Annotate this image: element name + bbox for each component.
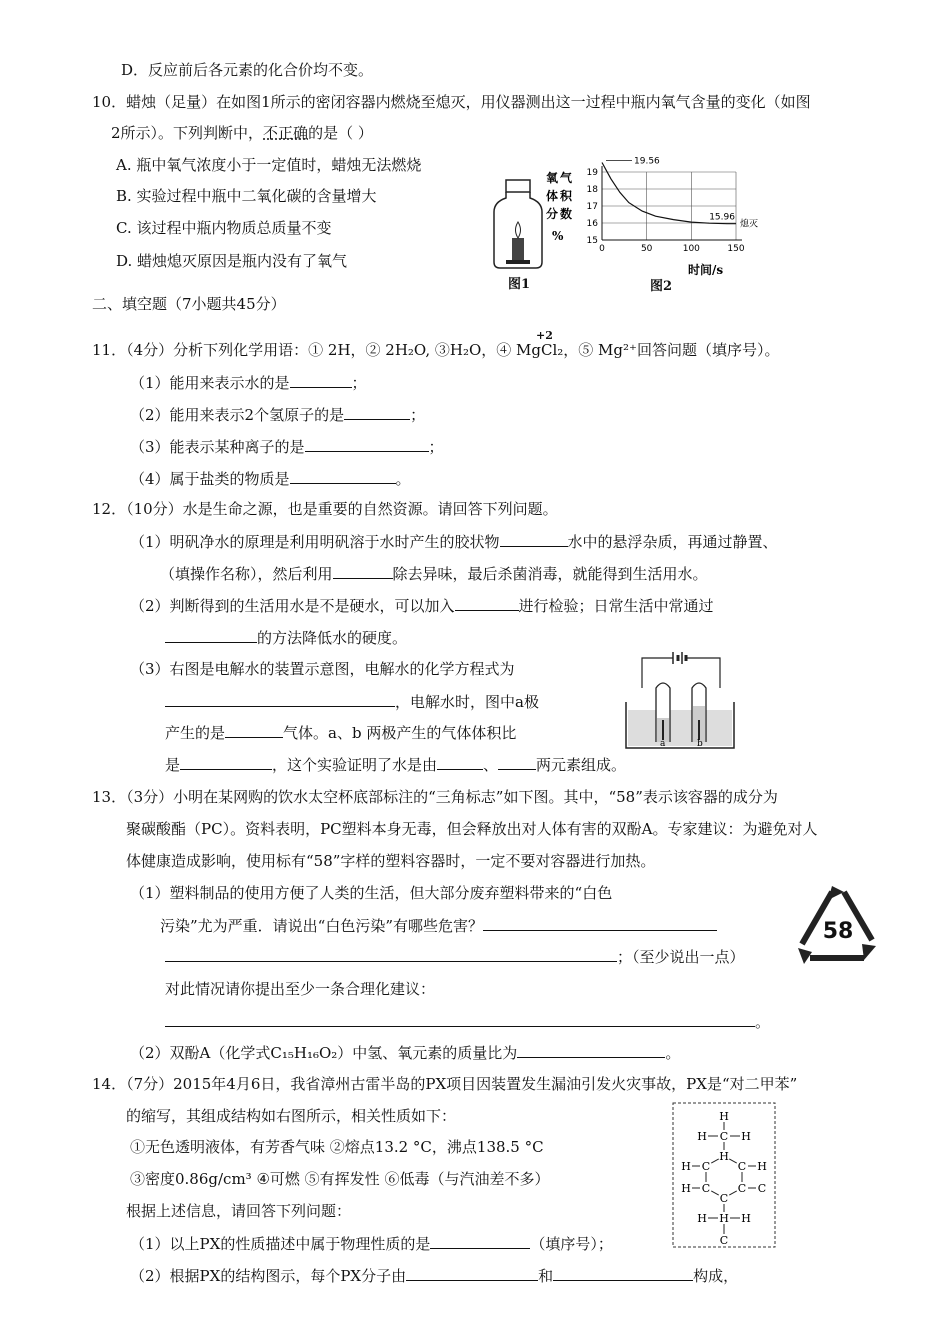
candle (512, 238, 524, 262)
y-axis-label-char: 积 (560, 189, 573, 203)
px-properties-1: ①无色透明液体，有芳香气味 ②熔点13.2 °C，沸点138.5 °C (130, 1138, 544, 1156)
y-axis-label-char: 分 (546, 207, 559, 221)
q14-text: 和 (538, 1267, 554, 1285)
answer-blank[interactable] (165, 627, 257, 643)
q12-text: ，电解水时，图中a极 (395, 693, 539, 711)
answer-blank[interactable] (165, 1011, 755, 1027)
x-tick-label: 0 (599, 244, 605, 254)
q10-text-a: 2所示）。下列判断中， (111, 124, 264, 142)
option-q10-b: B. 实验过程中瓶中二氧化碳的含量增大 (116, 187, 377, 205)
oxidation-state-mark: +2 (536, 329, 553, 342)
electrode-b-label: b (697, 739, 703, 749)
px-atom: H (681, 1160, 691, 1173)
q12-text: 水中的悬浮杂质，再通过静置、 (567, 533, 778, 551)
answer-blank[interactable] (437, 754, 483, 770)
q13-sub1-line4: 对此情况请你提出至少一条合理化建议： (165, 980, 436, 998)
electrolysis-apparatus (620, 648, 740, 756)
q12-sub3-line3 (165, 722, 516, 743)
q12-text: （填操作名称），然后利用 (160, 565, 333, 583)
recycle-58-icon (792, 882, 884, 972)
question-10-line1: 10．蜡烛（足量）在如图1所示的密闭容器内燃烧至熄灭，用仪器测出这一过程中瓶内氧气含量的变化（如图 (92, 93, 811, 111)
figure1-caption: 图1 (508, 277, 531, 292)
px-atom: C (737, 1182, 747, 1195)
q12-sub1-line2 (160, 563, 708, 584)
px-atom: H (719, 1110, 729, 1123)
q13-sub1-line2 (160, 915, 717, 936)
question-11-head: 11．（4分）分析下列化学用语：① 2H，② 2H₂O, ③H₂O，④ MgCl₂，⑤ Mg²⁺回答问题（填序号）。 (92, 341, 780, 359)
answer-blank[interactable] (500, 531, 568, 547)
px-properties-2: ③密度0.86g/cm³ ④可燃 ⑤有挥发性 ⑥低毒（与汽油差不多） (130, 1170, 550, 1188)
q11-sub3-text: （3）能表示某种离子的是 (130, 438, 305, 456)
answer-blank[interactable] (483, 915, 717, 931)
px-atom: H (741, 1130, 751, 1143)
q13-sub1-line1: （1）塑料制品的使用方便了人类的生活，但大部分废弃塑料带来的“白色 (130, 884, 613, 902)
y-tick-label: 16 (586, 219, 598, 229)
px-atom: C (701, 1160, 711, 1173)
answer-blank[interactable] (455, 595, 519, 611)
y-tick-label: 17 (586, 202, 598, 212)
figure1-bottle-candle (488, 176, 548, 276)
px-bond (729, 1159, 737, 1163)
y-axis-label-char: 数 (560, 207, 573, 221)
answer-blank[interactable] (406, 1265, 538, 1281)
px-atom: H (741, 1212, 751, 1225)
q14-text: 构成， (693, 1267, 739, 1285)
option-q10-a: A. 瓶中氧气浓度小于一定值时，蜡烛无法燃烧 (116, 156, 422, 174)
px-atom: H (757, 1160, 767, 1173)
q11-sub1-text: （1）能用来表示水的是 (130, 374, 290, 392)
answer-blank[interactable] (344, 404, 410, 420)
q11-sub2-text: （2）能用来表示2个氢原子的是 (130, 406, 345, 424)
q12-sub3-line1: （3）右图是电解水的装置示意图，电解水的化学方程式为 (130, 660, 515, 678)
px-atom: H (697, 1130, 707, 1143)
answer-blank[interactable] (225, 722, 283, 738)
q12-text: 产生的是 (165, 724, 226, 742)
q11-sub4: （4）属于盐类的物质是 。 (130, 470, 411, 488)
x-tick-label: 50 (640, 244, 653, 254)
y-tick-label: 15 (586, 236, 598, 246)
q12-sub3-line2 (165, 691, 539, 712)
q10-emphasis: 不正确 (263, 124, 309, 142)
recycle-number: 58 (822, 919, 854, 944)
annotation-extinguish: 熄灭 (740, 219, 759, 230)
candle-base (506, 260, 530, 264)
q14-sub2 (130, 1265, 738, 1286)
candle-flame (516, 222, 521, 238)
px-bond (711, 1191, 719, 1195)
y-tick-label: 19 (586, 168, 598, 178)
answer-blank[interactable] (553, 1265, 693, 1281)
q13-sub1-line3 (165, 946, 745, 967)
q12-text: 的方法降低水的硬度。 (257, 629, 408, 647)
px-atom: C (757, 1182, 767, 1195)
annotation-start-value: 19.56 (634, 156, 660, 167)
answer-blank[interactable] (165, 946, 617, 962)
question-13-line3: 体健康造成影响，使用标有“58”字样的塑料容器时，一定不要对容器进行加热。 (126, 852, 656, 870)
y-axis-label-char: % (552, 229, 564, 243)
px-bond (711, 1159, 719, 1163)
question-12-head: 12．（10分）水是生命之源，也是重要的自然资源。请回答下列问题。 (92, 500, 558, 518)
q11-sub1: （1）能用来表示水的是 ； (130, 374, 367, 392)
q12-text: 进行检验；日常生活中常通过 (518, 597, 714, 615)
q11-sub3: （3）能表示某种离子的是 ； (130, 438, 444, 456)
figure2-caption: 图2 (650, 279, 673, 294)
question-13-line1: 13．（3分）小明在某网购的饮水太空杯底部标注的“三角标志”如下图。其中，“58”表示该容器的成分为 (92, 788, 778, 806)
electrode-a-label: a (660, 739, 666, 749)
q12-text: 除去异味，最后杀菌消毒，就能得到生活用水。 (392, 565, 708, 583)
q14-text: （1）以上PX的性质描述中属于物理性质的是 (130, 1235, 431, 1253)
answer-blank[interactable] (305, 436, 429, 452)
px-atom: H (719, 1212, 729, 1225)
question-14-line2: 的缩写，其组成结构如右图所示，相关性质如下： (126, 1107, 457, 1125)
answer-blank[interactable] (180, 754, 272, 770)
figure2-oxygen-chart (540, 156, 768, 292)
answer-blank[interactable] (290, 372, 352, 388)
q14-text: （2）根据PX的结构图示，每个PX分子由 (130, 1267, 407, 1285)
q14-sub1 (130, 1233, 613, 1254)
q12-sub3-line4: 是 ，这个实验证明了水是由 、 两元素组成。 (165, 756, 627, 774)
q12-text: 气体。a、b 两极产生的气体体积比 (283, 724, 517, 742)
q12-text: （1）明矾净水的原理是利用明矾溶于水时产生的胶状物 (130, 533, 500, 551)
px-atom: C (719, 1234, 729, 1247)
q12-text: 两元素组成。 (536, 756, 627, 774)
y-tick-label: 18 (586, 185, 598, 195)
x-axis-label: 时间/s (688, 263, 724, 277)
answer-blank[interactable] (517, 1042, 665, 1058)
q10-text-c: 的是（ ） (308, 124, 373, 142)
q12-text: （2）判断得到的生活用水是不是硬水，可以加入 (130, 597, 455, 615)
answer-blank[interactable] (430, 1233, 530, 1249)
question-13-line2: 聚碳酸酯（PC）。资料表明，PC塑料本身无毒，但会释放出对人体有害的双酚A。专家建议：为避免对人 (126, 820, 818, 838)
q12-sub2-line2 (165, 627, 407, 648)
answer-blank[interactable] (498, 754, 536, 770)
q12-sub1-line1 (130, 531, 778, 552)
px-atom: C (701, 1182, 711, 1195)
y-axis-label-char: 气 (560, 171, 573, 185)
q12-text: 是 (165, 756, 181, 774)
q13-text: 污染”尤为严重．请说出“白色污染”有哪些危害？ (160, 917, 484, 935)
q13-sub1-line5: 。 (165, 1011, 770, 1032)
q13-text: ；（至少说出一点） (617, 948, 745, 966)
answer-blank[interactable] (333, 563, 393, 579)
y-axis-label-char: 体 (546, 189, 559, 203)
px-structure-diagram (672, 1102, 776, 1248)
section-2-heading: 二、填空题（7小题共45分） (92, 295, 286, 313)
answer-blank[interactable] (165, 691, 395, 707)
q12-text: ，这个实验证明了水是由 (272, 756, 438, 774)
x-tick-label: 150 (727, 244, 745, 254)
q11-sub2: （2）能用来表示2个氢原子的是 ； (130, 406, 426, 424)
q13-sub2: （2）双酚A（化学式C₁₅H₁₆O₂）中氢、氧元素的质量比为 。 (130, 1044, 681, 1062)
question-14-line3: 根据上述信息，请回答下列问题： (126, 1202, 352, 1220)
bottle-cap (506, 180, 530, 192)
annotation-end-value: 15.96 (709, 212, 735, 223)
px-atom: H (697, 1212, 707, 1225)
q14-text: （填序号）； (530, 1235, 613, 1253)
q12-sub2-line1 (130, 595, 714, 616)
x-tick-label: 100 (682, 244, 700, 254)
q13-text: （2）双酚A（化学式C₁₅H₁₆O₂）中氢、氧元素的质量比为 (130, 1044, 518, 1062)
px-atom: C (719, 1192, 729, 1205)
answer-blank[interactable] (290, 468, 396, 484)
question-10-line2 (111, 123, 373, 143)
y-axis-label-char: 氧 (546, 171, 559, 185)
px-atom: C (719, 1130, 729, 1143)
q11-sub4-text: （4）属于盐类的物质是 (130, 470, 290, 488)
px-atom: C (737, 1160, 747, 1173)
px-atom: H (719, 1150, 729, 1163)
option-q10-c: C. 该过程中瓶内物质总质量不变 (116, 219, 332, 237)
px-bond (729, 1191, 737, 1195)
question-14-line1: 14．（7分）2015年4月6日，我省漳州古雷半岛的PX项目因装置发生漏油引发火灾事故，PX是“对二甲苯” (92, 1075, 798, 1093)
option-q10-d: D. 蜡烛熄灭原因是瓶内没有了氧气 (116, 252, 348, 270)
px-atom: H (681, 1182, 691, 1195)
option-q9-d: D．反应前后各元素的化合价均不变。 (121, 61, 374, 79)
